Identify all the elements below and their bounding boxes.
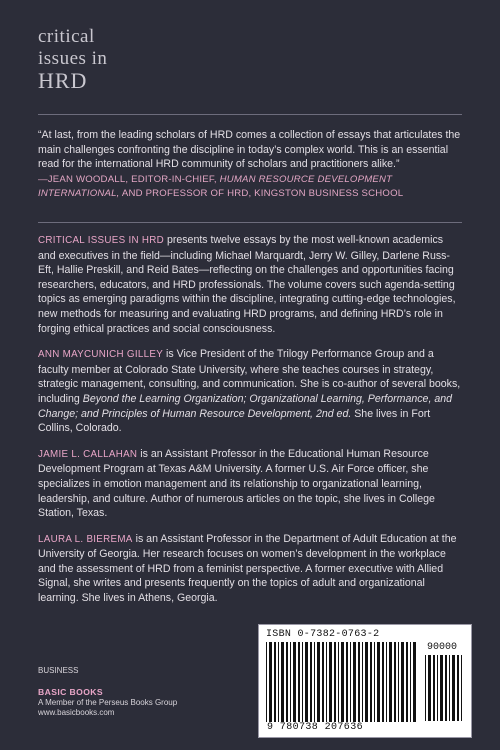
- barcode-bar: [437, 655, 438, 721]
- barcode-bar: [382, 642, 384, 722]
- series-title: [38, 26, 107, 92]
- barcode-bar: [377, 642, 380, 722]
- barcode-bar: [413, 642, 416, 722]
- author-bio-gilley: [38, 347, 462, 436]
- barcode-bar: [449, 655, 450, 721]
- barcode-bar: [440, 655, 443, 721]
- author-bio-text: is Vice President of the Trilogy Performance Group and a faculty member at Colorado State University, where she teaches courses in strategy, strategic management, consulting, and communication. She is co-author of several books, including: [38, 348, 461, 405]
- barcode-bar: [445, 655, 447, 721]
- barcode-bar: [334, 642, 336, 722]
- barcode-bar: [425, 655, 426, 721]
- barcode-bar: [394, 642, 396, 722]
- series-title-line-2: issues in: [38, 48, 108, 69]
- barcode-bar: [358, 642, 360, 722]
- publisher-website: www.basicbooks.com: [38, 708, 115, 717]
- author-bio-text: is an Assistant Professor in the Department of Adult Education at the University of Georgia. Her research focuses on women’s development in the workplace and the assessment of HRD from a feminist perspective. A former executive with Allied Signal, she writes and presents frequently on the topics of adult and organizational learning. She lives in Athens, Georgia.: [38, 532, 457, 605]
- endorsement-quote: “At last, from the leading scholars of HRD comes a collection of essays that articulates the main challenges confronting the discipline in today’s complex world. This is an essential read for the international HRD community of scholars and practitioners alike.”: [38, 129, 461, 171]
- barcode-bar: [362, 642, 363, 722]
- barcode-panel: [258, 624, 472, 738]
- author-bio-callahan: [38, 447, 462, 521]
- barcode-bar: [286, 642, 288, 722]
- barcode-bar: [433, 655, 435, 721]
- barcode-bar: [305, 642, 308, 722]
- middle-divider: [38, 222, 462, 223]
- barcode-bar: [310, 642, 312, 722]
- author-name: JAMIE L. CALLAHAN: [38, 448, 138, 460]
- barcode-bar: [461, 655, 462, 721]
- barcode-bar: [374, 642, 375, 722]
- barcode-bar: [293, 642, 296, 722]
- author-books: Beyond the Learning Organization; Organizational Learning, Performance, and Change; and Principles of Human Resource Development, 2nd ed.: [38, 392, 453, 420]
- endorsement-blurb: [38, 128, 462, 202]
- barcode-bar: [386, 642, 387, 722]
- barcode-bar: [389, 642, 392, 722]
- author-bio-text: is an Assistant Professor in the Educational Human Resource Development Program at Texas A&M University. A former U.S. Air Force officer, she specializes in emotion management and its relationship to organizational learning, leadership, and culture. Author of numerous articles on the topic, she lives in College Station, Texas.: [38, 447, 435, 520]
- barcode-bar: [353, 642, 356, 722]
- isbn-barcode: [266, 642, 416, 722]
- author-name: LAURA L. BIEREMA: [38, 533, 133, 545]
- barcode-bar: [365, 642, 368, 722]
- barcode-bar: [302, 642, 303, 722]
- series-title-line-1: critical: [38, 26, 95, 47]
- barcode-bar: [428, 655, 431, 721]
- barcode-bar: [457, 655, 459, 721]
- barcode-bar: [274, 642, 276, 722]
- category-label: BUSINESS: [38, 666, 79, 675]
- barcode-bar: [266, 642, 267, 722]
- attribution-suffix: AND PROFESSOR OF HRD, KINGSTON BUSINESS SCHOOL: [119, 188, 404, 200]
- barcode-bar: [298, 642, 300, 722]
- barcode-bar: [314, 642, 315, 722]
- endorsement-attribution: [38, 173, 462, 202]
- barcode-bar: [290, 642, 291, 722]
- barcode-bar: [346, 642, 348, 722]
- publisher-name: BASIC BOOKS: [38, 687, 104, 697]
- author-bio-bierema: [38, 532, 462, 606]
- book-description: [38, 233, 462, 336]
- barcode-bar: [341, 642, 344, 722]
- isbn-label: ISBN 0-7382-0763-2: [266, 629, 380, 640]
- publisher-member-line: A Member of the Perseus Books Group: [38, 698, 178, 707]
- author-name: ANN MAYCUNICH GILLEY: [38, 349, 164, 361]
- barcode-bar: [329, 642, 332, 722]
- barcode-bar: [370, 642, 372, 722]
- series-title-line-3: HRD: [38, 68, 88, 93]
- price-barcode: [425, 655, 463, 721]
- book-title-caps: CRITICAL ISSUES IN HRD: [38, 235, 164, 246]
- barcode-bar: [322, 642, 324, 722]
- author-bio-tail: She lives in Fort Collins, Colorado.: [38, 407, 431, 435]
- price-code-label: 90000: [427, 642, 458, 653]
- top-divider: [38, 114, 462, 115]
- barcode-bar: [338, 642, 339, 722]
- barcode-bar: [317, 642, 320, 722]
- barcode-bar: [278, 642, 279, 722]
- barcode-bar: [401, 642, 404, 722]
- attribution-journal: HUMAN RESOURCE DEVELOPMENT INTERNATIONAL,: [38, 173, 393, 200]
- attribution-prefix: —JEAN WOODALL, EDITOR-IN-CHIEF,: [38, 173, 220, 185]
- barcode-bar: [269, 642, 272, 722]
- description-text: presents twelve essays by the most well-known academics and executives in the field—including Michael Marquardt, Jerry W. Gilley, Darlene Russ-Eft, Hallie Preskill, and Reid Bates—reflecting on the challenges and opportunities facing researchers, educators, and HRD professionals. The volume covers such agenda-setting topics as emerging paradigms within the discipline, integrating cutting-edge technologies, new methods for measuring and evaluating HRD programs, and defining HRD’s role in forging ethical practices and social consciousness.: [38, 234, 456, 335]
- barcode-bar: [452, 655, 455, 721]
- barcode-bar: [406, 642, 408, 722]
- book-description-section: [38, 233, 462, 617]
- barcode-bar: [281, 642, 284, 722]
- barcode-bar: [410, 642, 411, 722]
- barcode-bar: [398, 642, 399, 722]
- barcode-bar: [326, 642, 327, 722]
- ean-number: 9 780738 207636: [267, 722, 364, 733]
- barcode-bar: [350, 642, 351, 722]
